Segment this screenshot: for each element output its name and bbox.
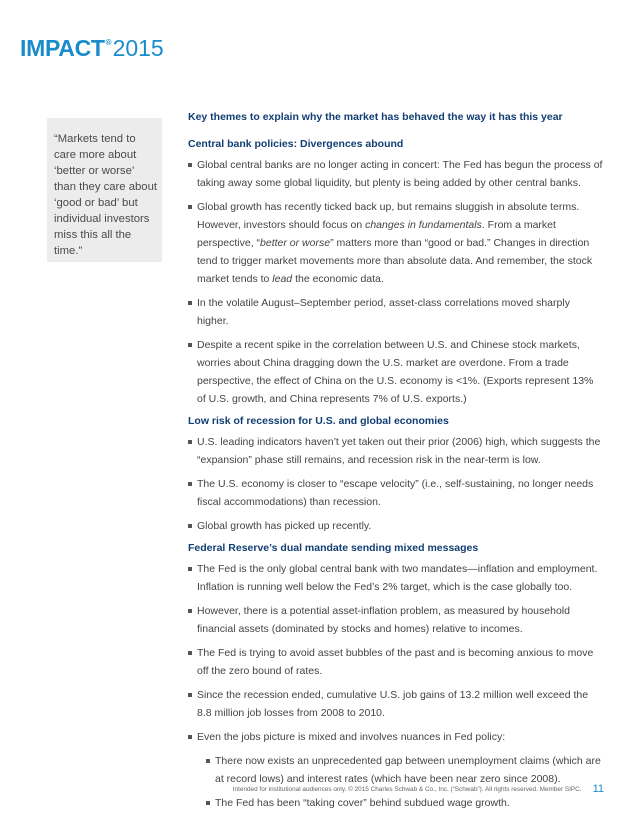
list-item: The Fed is trying to avoid asset bubbles of the past and is becoming anxious to move off the zero bound of rates. xyxy=(188,644,604,680)
list-item: U.S. leading indicators haven’t yet taken out their prior (2006) high, which suggests the “expansion” phase still remains, and recession risk in the near-term is low. xyxy=(188,433,604,469)
list-item: Global central banks are no longer acting in concert: The Fed has begun the process of taking away some global liquidity, but plenty is being added by other central banks. xyxy=(188,156,604,192)
main-content xyxy=(188,110,604,818)
list-item: Despite a recent spike in the correlation between U.S. and Chinese stock markets, worries about China dragging down the U.S. market are overdone. From a trade perspective, the effect of China on the U.S. economy is <1%. (Exports represent 13% of U.S. growth, and China represents 7% of U.S. exports.) xyxy=(188,336,604,408)
logo-registered-mark: ® xyxy=(105,38,112,47)
pull-quote-text: “Markets tend to care more about ‘better or worse’ than they care about ‘good or bad’ but individual investors miss this all the time.” xyxy=(54,133,158,257)
sub-bullet-list xyxy=(197,752,604,812)
emphasis-text: changes in fundamentals xyxy=(365,219,482,231)
list-item: In the volatile August–September period, asset-class correlations moved sharply higher. xyxy=(188,294,604,330)
list-item: However, there is a potential asset-inflation problem, as measured by household financial assets (dominated by stocks and homes) relative to incomes. xyxy=(188,602,604,638)
emphasis-text: better or worse xyxy=(260,237,331,249)
section-heading-central-bank: Central bank policies: Divergences abound xyxy=(188,138,404,150)
page-title: Key themes to explain why the market has behaved the way it has this year xyxy=(188,111,563,123)
bullet-list-central-bank xyxy=(188,156,604,408)
impact-2015-logo xyxy=(20,36,164,60)
sub-list-item: There now exists an unprecedented gap between unemployment claims (which are at record lows) and interest rates (which have been near zero since 2008). xyxy=(206,752,604,788)
text-span: ” matters more than “good or bad.” Changes in direction tend to trigger market movements more than absolute data. And remember, the stock market tends to xyxy=(197,237,593,285)
list-item: The Fed is the only global central bank with two mandates—inflation and employment. Inflation is running well below the Fed’s 2% target, which is the case globally too. xyxy=(188,560,604,596)
logo-year: 2015 xyxy=(112,35,164,61)
list-item: The U.S. economy is closer to “escape velocity” (i.e., self-sustaining, no longer needs fiscal accommodations) than recession. xyxy=(188,475,604,511)
text-span: Global growth has recently ticked back up, but remains sluggish in absolute terms. However, investors should focus on xyxy=(197,201,580,231)
footer-disclaimer: Intended for institutional audiences only. © 2015 Charles Schwab & Co., Inc. (“Schwab”). All rights reserved. Member SIPC. xyxy=(232,785,582,793)
list-item xyxy=(188,198,604,288)
page-footer xyxy=(188,783,604,795)
text-span: the economic data. xyxy=(292,273,384,285)
section-heading-recession-risk: Low risk of recession for U.S. and global economies xyxy=(188,415,449,427)
list-item-label: Even the jobs picture is mixed and involves nuances in Fed policy: xyxy=(197,731,506,743)
logo-word: IMPACT xyxy=(20,35,105,61)
section-heading-fed-mandate: Federal Reserve’s dual mandate sending mixed messages xyxy=(188,542,479,554)
list-item: Global growth has picked up recently. xyxy=(188,517,604,535)
sub-list-item: The Fed has been “taking cover” behind subdued wage growth. xyxy=(206,794,604,812)
text-span: . From a market perspective, “ xyxy=(197,219,556,249)
page-number: 11 xyxy=(592,783,604,795)
list-item xyxy=(188,728,604,812)
list-item: Since the recession ended, cumulative U.S. job gains of 13.2 million well exceed the 8.8 million job losses from 2008 to 2010. xyxy=(188,686,604,722)
emphasis-text: lead xyxy=(272,273,293,285)
bullet-list-recession-risk xyxy=(188,433,604,535)
bullet-list-fed-mandate xyxy=(188,560,604,812)
